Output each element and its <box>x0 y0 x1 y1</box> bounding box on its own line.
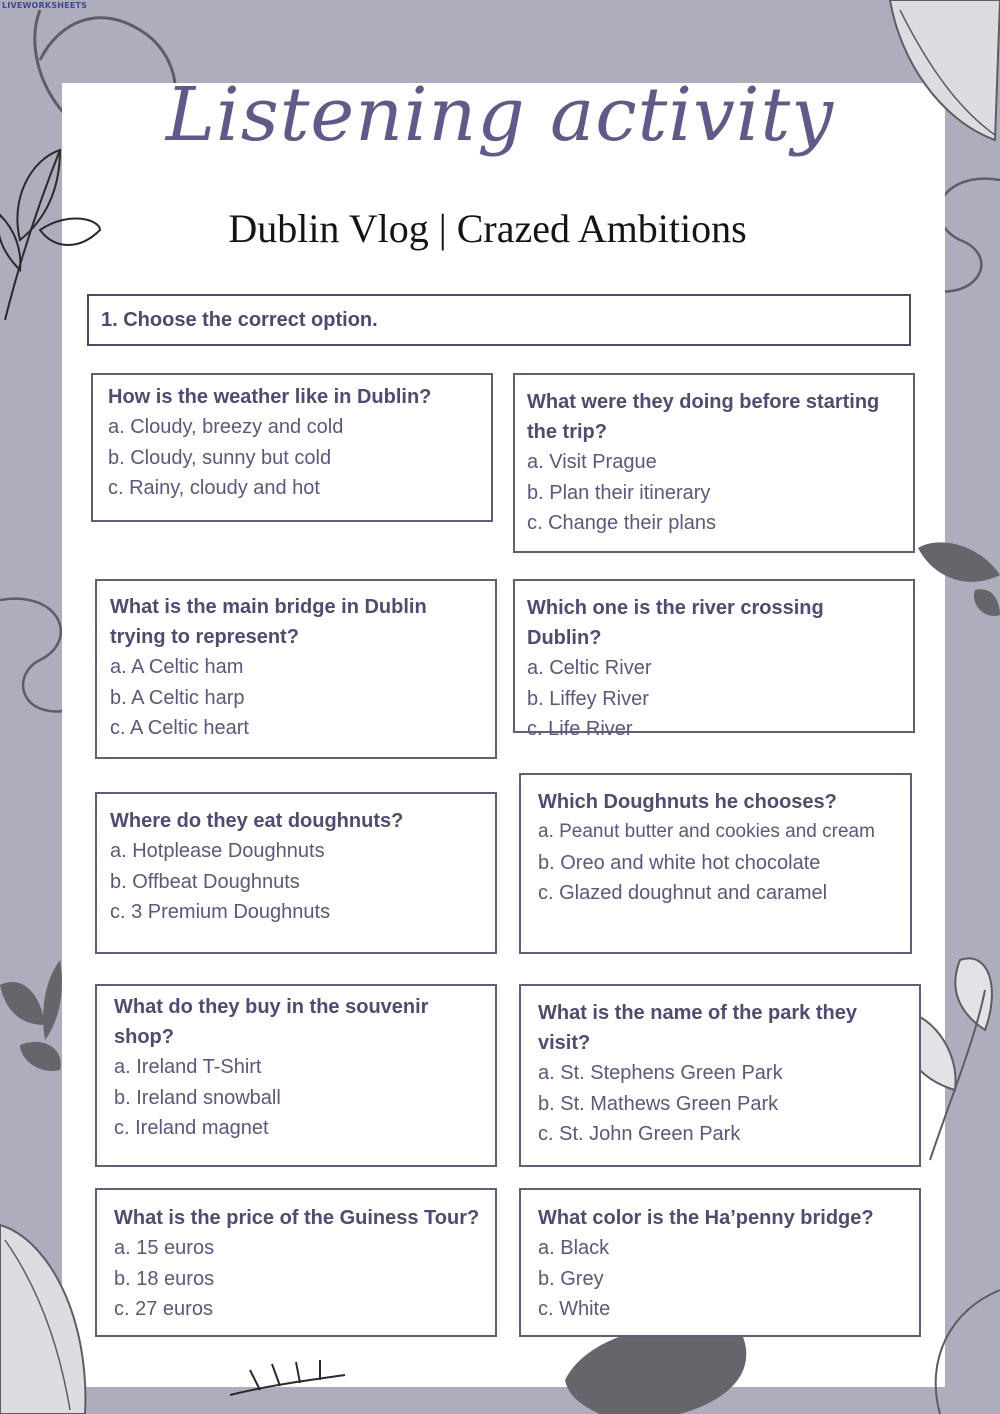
answer-option-a[interactable]: a. Hotplease Doughnuts <box>110 840 325 862</box>
answer-option-b[interactable]: b. Grey <box>538 1267 604 1290</box>
page-subtitle: Dublin Vlog | Crazed Ambitions <box>228 206 747 251</box>
question-box-1 <box>91 373 493 522</box>
answer-option-c[interactable]: c. Life River <box>527 718 633 740</box>
answer-option-a[interactable]: a. Peanut butter and cookies and cream <box>538 821 875 842</box>
answer-option-c[interactable]: c. White <box>538 1298 611 1320</box>
question-box-4 <box>513 579 915 740</box>
leaf-mid-left-icon <box>0 960 62 1071</box>
watermark-text: LIVEWORKSHEETS <box>2 1 88 10</box>
answer-option-b[interactable]: b. Offbeat Doughnuts <box>110 870 300 893</box>
answer-option-a[interactable]: a. Cloudy, breezy and cold <box>108 416 344 438</box>
answer-option-a[interactable]: a. St. Stephens Green Park <box>538 1062 783 1084</box>
answer-option-b[interactable]: b. St. Mathews Green Park <box>538 1092 779 1115</box>
answer-option-a[interactable]: a. A Celtic ham <box>110 656 244 678</box>
question-text: What do they buy in the souvenir shop? <box>114 996 429 1048</box>
answer-option-b[interactable]: b. 18 euros <box>114 1267 215 1290</box>
question-box-6 <box>519 773 912 954</box>
answer-option-c[interactable]: c. Rainy, cloudy and hot <box>108 477 320 499</box>
scribble-curl-left <box>0 599 70 712</box>
answer-option-c[interactable]: c. Glazed doughnut and caramel <box>538 882 828 904</box>
answer-option-c[interactable]: c. St. John Green Park <box>538 1123 741 1145</box>
question-text: What color is the Ha’penny bridge? <box>538 1207 874 1229</box>
question-text: How is the weather like in Dublin? <box>108 386 432 408</box>
question-box-8 <box>519 984 921 1167</box>
page-title: Listening activity <box>165 72 835 158</box>
curl-bottom-right-icon <box>936 1290 1000 1414</box>
instruction-box: 1. Choose the correct option. <box>87 294 911 346</box>
answer-option-b[interactable]: b. A Celtic harp <box>110 686 245 709</box>
question-text: Which one is the river crossing Dublin? <box>527 597 824 649</box>
answer-option-b[interactable]: b. Ireland snowball <box>114 1086 281 1109</box>
question-box-9 <box>95 1188 497 1337</box>
answer-option-a[interactable]: a. Visit Prague <box>527 451 657 473</box>
answer-option-a[interactable]: a. Ireland T-Shirt <box>114 1056 262 1078</box>
answer-option-a[interactable]: a. Celtic River <box>527 657 652 679</box>
question-box-10 <box>519 1188 921 1337</box>
question-text: What is the price of the Guiness Tour? <box>114 1207 480 1229</box>
answer-option-b[interactable]: b. Oreo and white hot chocolate <box>538 851 821 874</box>
answer-option-b[interactable]: b. Plan their itinerary <box>527 481 711 504</box>
question-box-5 <box>95 792 497 954</box>
question-text: What is the main bridge in Dublin trying to represent? <box>110 596 427 648</box>
answer-option-a[interactable]: a. 15 euros <box>114 1237 215 1259</box>
answer-option-c[interactable]: c. 3 Premium Doughnuts <box>110 901 331 923</box>
answer-option-a[interactable]: a. Black <box>538 1237 610 1259</box>
answer-option-b[interactable]: b. Liffey River <box>527 687 649 710</box>
question-text: Which Doughnuts he chooses? <box>538 791 837 813</box>
question-box-3 <box>95 579 497 759</box>
question-box-2 <box>513 373 915 553</box>
answer-option-b[interactable]: b. Cloudy, sunny but cold <box>108 446 332 469</box>
answer-option-c[interactable]: c. Change their plans <box>527 512 717 534</box>
answer-option-c[interactable]: c. 27 euros <box>114 1298 213 1320</box>
question-text: Where do they eat doughnuts? <box>110 810 404 832</box>
question-text: What were they doing before starting the trip? <box>527 391 880 443</box>
answer-option-c[interactable]: c. Ireland magnet <box>114 1117 269 1139</box>
question-box-7 <box>95 984 497 1167</box>
answer-option-c[interactable]: c. A Celtic heart <box>110 717 249 739</box>
question-text: What is the name of the park they visit? <box>538 1002 857 1054</box>
